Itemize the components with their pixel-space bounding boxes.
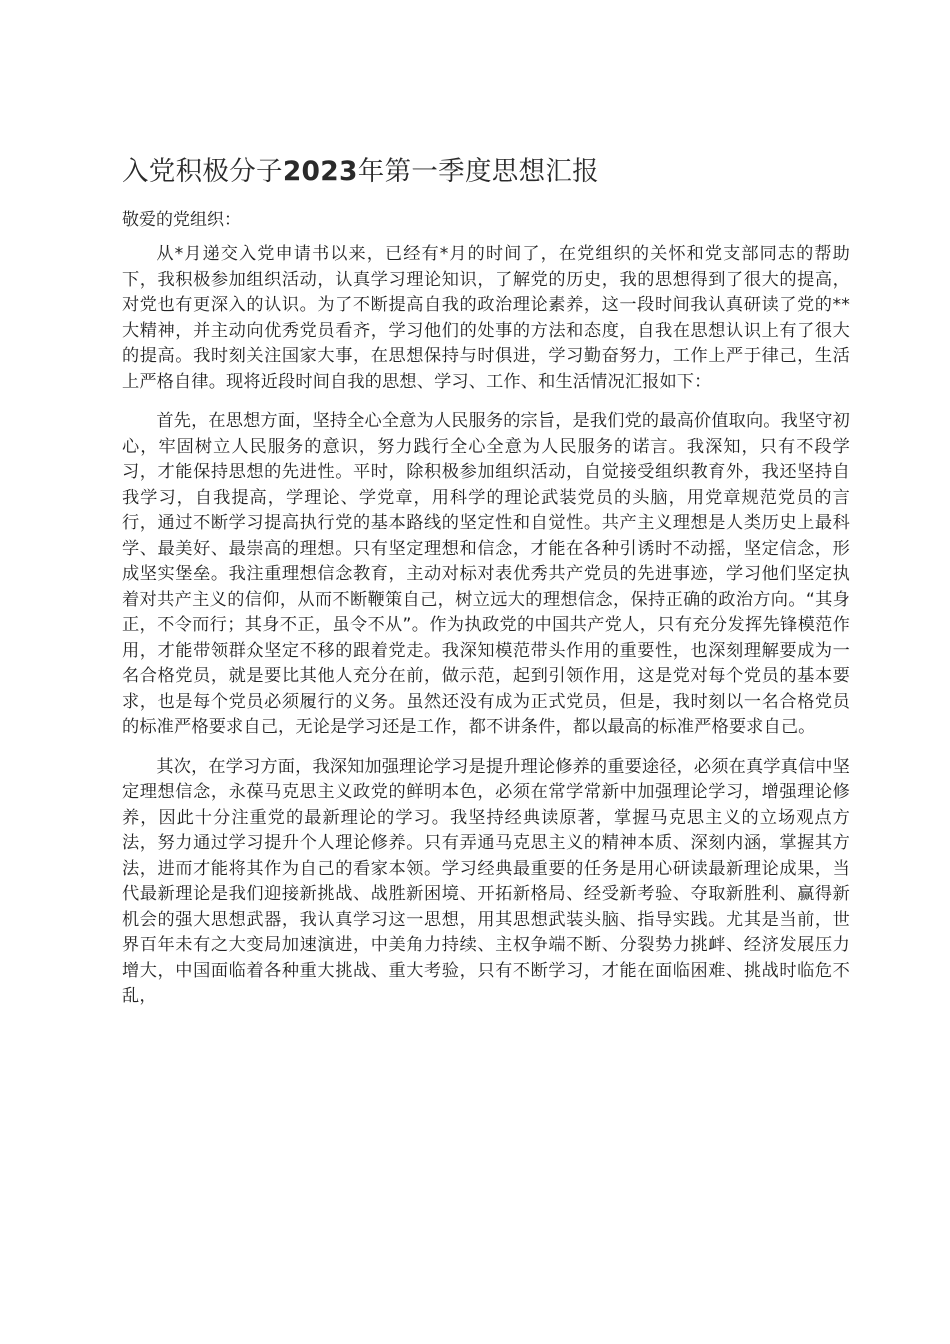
paragraph-intro: 从*月递交入党申请书以来，已经有*月的时间了，在党组织的关怀和党支部同志的帮助下，我积极参加组织活动，认真学习理论知识，了解党的历史，我的思想得到了很大的提高，对党也有更深入的认识。为了不断提高自我的政治理论素养，这一段时间我认真研读了党的**大精神，并主动向优秀党员看齐，学习他们的处事的方法和态度，自我在思想认识上有了很大的提高。我时刻关注国家大事，在思想保持与时俱进，学习勤奋努力，工作上严于律己，生活上严格自律。现将近段时间自我的思想、学习、工作、和生活情况汇报如下：: [122, 244, 850, 392]
document-title: [122, 152, 850, 192]
title-suffix: 年第一季度思想汇报: [357, 156, 599, 187]
document-body: [122, 152, 850, 1024]
salutation: 敬爱的党组织：: [122, 210, 241, 230]
paragraph-study: 其次，在学习方面，我深知加强理论学习是提升理论修养的重要途径，必须在真学真信中坚定理想信念，永葆马克思主义政党的鲜明本色，必须在常学常新中加强理论学习，增强理论修养，因此十分注重党的最新理论的学习。我坚持经典读原著，掌握马克思主义的立场观点方法，努力通过学习提升个人理论修养。只有弄通马克思主义的精神本质、深刻内涵，掌握其方法，进而才能将其作为自己的看家本领。学习经典最重要的任务是用心研读最新理论成果，当代最新理论是我们迎接新挑战、战胜新困境、开拓新格局、经受新考验、夺取新胜利、赢得新机会的强大思想武器，我认真学习这一思想，用其思想武装头脑、指导实践。尤其是当前，世界百年未有之大变局加速演进，中美角力持续、主权争端不断、分裂势力挑衅、经济发展压力增大，中国面临着各种重大挑战、重大考验，只有不断学习，才能在面临困难、挑战时临危不乱，: [122, 756, 850, 1006]
paragraph-thought: 首先，在思想方面，坚持全心全意为人民服务的宗旨，是我们党的最高价值取向。我坚守初心，牢固树立人民服务的意识，努力践行全心全意为人民服务的诺言。我深知，只有不段学习，才能保持思想的先进性。平时，除积极参加组织活动，自觉接受组织教育外，我还坚持自我学习，自我提高，学理论、学党章，用科学的理论武装党员的头脑，用党章规范党员的言行，通过不断学习提高执行党的基本路线的坚定性和自觉性。共产主义理想是人类历史上最科学、最美好、最崇高的理想。只有坚定理想和信念，才能在各种引诱时不动摇，坚定信念，形成坚实堡垒。我注重理想信念教育，主动对标对表优秀共产党员的先进事迹，学习他们坚定执着对共产主义的信仰，从而不断鞭策自己，树立远大的理想信念，保持正确的政治方向。“其身正，不令而行；其身不正，虽令不从”。作为执政党的中国共产党人，只有充分发挥先锋模范作用，才能带领群众坚定不移的跟着党走。我深知模范带头作用的重要性，也深刻理解要成为一名合格党员，就是要比其他人充分在前，做示范，起到引领作用，这是党对每个党员的基本要求，也是每个党员必须履行的义务。虽然还没有成为正式党员，但是，我时刻以一名合格党员的标准严格要求自己，无论是学习还是工作，都不讲条件，都以最高的标准严格要求自己。: [122, 411, 850, 737]
title-prefix: 入党积极分子: [122, 156, 283, 187]
title-year: 2023: [282, 156, 358, 187]
